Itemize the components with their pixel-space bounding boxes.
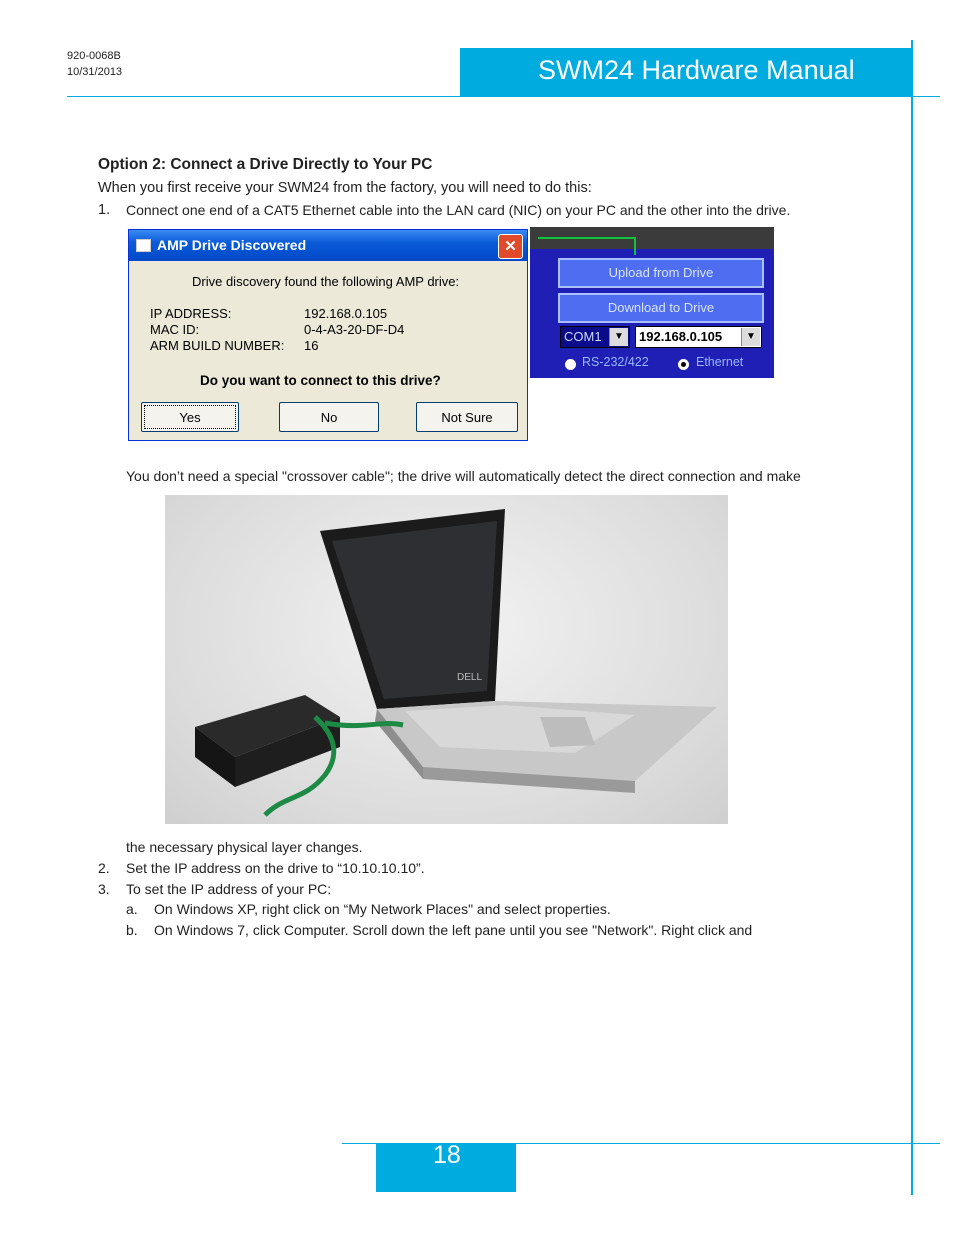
crossover-note-continued: the necessary physical layer changes. — [126, 839, 363, 855]
ip-label: IP ADDRESS: — [150, 306, 232, 321]
step-1-text: Connect one end of a CAT5 Ethernet cable into the LAN card (NIC) on your PC and the other into the drive. — [126, 202, 791, 218]
upload-from-drive-button[interactable]: Upload from Drive — [558, 258, 764, 288]
ip-address-value: 192.168.0.105 — [639, 329, 723, 344]
header-rule — [67, 96, 940, 97]
dialog-message: Drive discovery found the following AMP drive: — [192, 274, 460, 289]
no-button[interactable]: No — [279, 402, 379, 432]
ip-value: 192.168.0.105 — [304, 306, 388, 321]
doc-number: 920-0068B — [67, 50, 121, 62]
crossover-note: You don’t need a special "crossover cable"; the drive will automatically detect the direct connection and make — [126, 468, 801, 484]
section-heading: Option 2: Connect a Drive Directly to Your PC — [98, 156, 433, 173]
ip-address-select[interactable] — [635, 326, 762, 348]
com-port-value: COM1 — [564, 329, 602, 344]
step-2-number: 2. — [98, 860, 110, 876]
chevron-down-icon[interactable]: ▼ — [609, 328, 628, 346]
ethernet-cable-laptop — [325, 723, 403, 726]
ethernet-radio[interactable] — [678, 359, 689, 370]
close-icon[interactable]: ✕ — [498, 234, 523, 259]
window-icon — [136, 239, 151, 252]
step-3a-letter: a. — [126, 901, 138, 917]
download-to-drive-button[interactable]: Download to Drive — [558, 293, 764, 323]
com-port-select[interactable] — [560, 326, 630, 348]
step-3b-letter: b. — [126, 922, 138, 938]
dialog-titlebar — [129, 230, 527, 261]
step-3a-text: On Windows XP, right click on “My Network Places" and select properties. — [154, 901, 611, 917]
laptop-drive-photo — [165, 495, 728, 824]
rs232-radio[interactable] — [565, 359, 576, 370]
drive-connection-panel — [530, 227, 774, 378]
document-info — [67, 48, 122, 80]
radio-selected-dot — [681, 362, 686, 367]
step-2-text: Set the IP address on the drive to “10.10.10.10”. — [126, 860, 425, 876]
mac-label: MAC ID: — [150, 322, 200, 337]
mac-value: 0-4-A3-20-DF-D4 — [304, 322, 405, 337]
margin-rule — [911, 40, 913, 1195]
page-number: 18 — [433, 1141, 461, 1169]
not-sure-button[interactable]: Not Sure — [416, 402, 518, 432]
connect-question: Do you want to connect to this drive? — [200, 373, 441, 388]
arm-build-label: ARM BUILD NUMBER: — [150, 338, 285, 353]
doc-date: 10/31/2013 — [67, 66, 123, 78]
step-3-number: 3. — [98, 881, 110, 897]
laptop-brand-logo: DELL — [457, 672, 483, 683]
chevron-down-icon[interactable]: ▼ — [741, 328, 760, 346]
amp-drive-discovered-dialog — [128, 229, 528, 441]
dialog-title: AMP Drive Discovered — [157, 237, 307, 253]
manual-title: SWM24 Hardware Manual — [538, 55, 855, 85]
step-3-text: To set the IP address of your PC: — [126, 881, 332, 897]
connection-line — [538, 237, 636, 255]
yes-button[interactable]: Yes — [141, 402, 239, 432]
step-3b-text: On Windows 7, click Computer. Scroll down the left pane until you see "Network". Right click and — [154, 922, 753, 938]
rs232-label: RS-232/422 — [582, 355, 649, 369]
intro-text: When you first receive your SWM24 from the factory, you will need to do this: — [98, 180, 592, 196]
ethernet-label: Ethernet — [696, 355, 744, 369]
photo-illustration — [165, 495, 728, 824]
step-1-number: 1. — [98, 202, 111, 218]
arm-build-value: 16 — [304, 338, 319, 353]
